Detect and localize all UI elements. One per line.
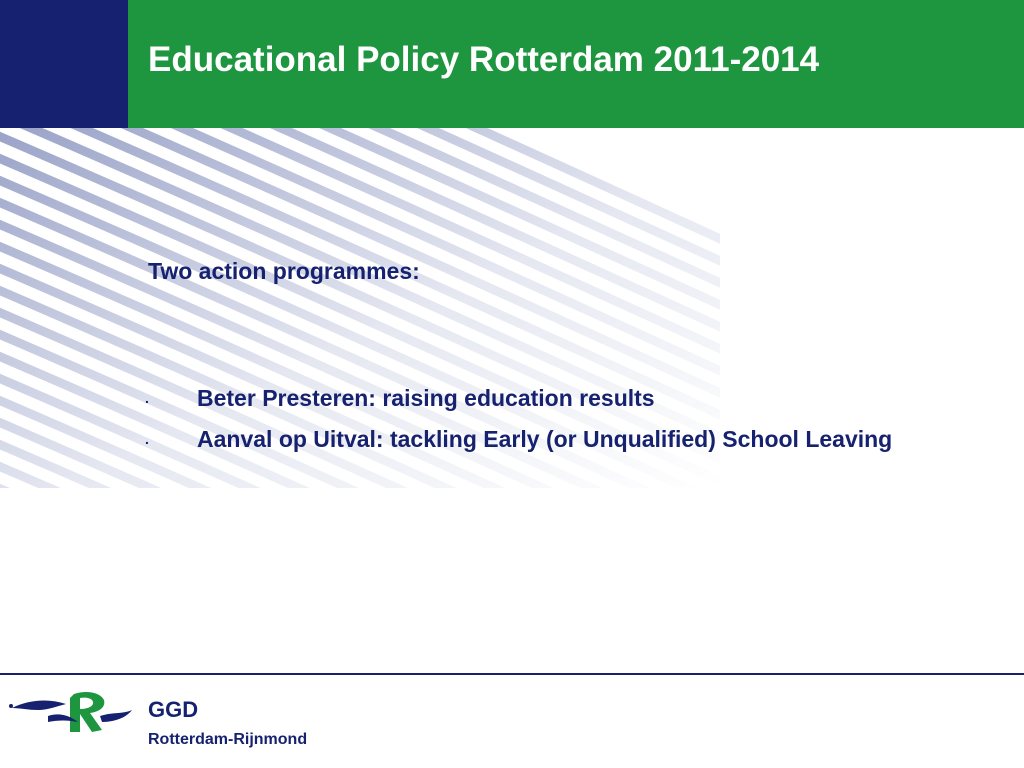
header-blue-block bbox=[0, 0, 128, 128]
bullet-marker: . bbox=[145, 390, 149, 406]
ggd-logo-icon bbox=[8, 686, 136, 742]
slide-title: Educational Policy Rotterdam 2011-2014 bbox=[148, 40, 820, 79]
bullet-list bbox=[145, 378, 965, 460]
bullet-marker: . bbox=[145, 431, 149, 447]
footer-divider bbox=[0, 673, 1024, 675]
list-item bbox=[145, 378, 965, 419]
org-name: GGD bbox=[148, 697, 199, 722]
list-item bbox=[145, 419, 965, 460]
bullet-text: Aanval op Uitval: tackling Early (or Unqualified) School Leaving bbox=[197, 426, 893, 452]
subheading: Two action programmes: bbox=[148, 258, 420, 284]
bullet-text: Beter Presteren: raising education results bbox=[197, 385, 655, 411]
org-region: Rotterdam-Rijnmond bbox=[148, 731, 308, 748]
